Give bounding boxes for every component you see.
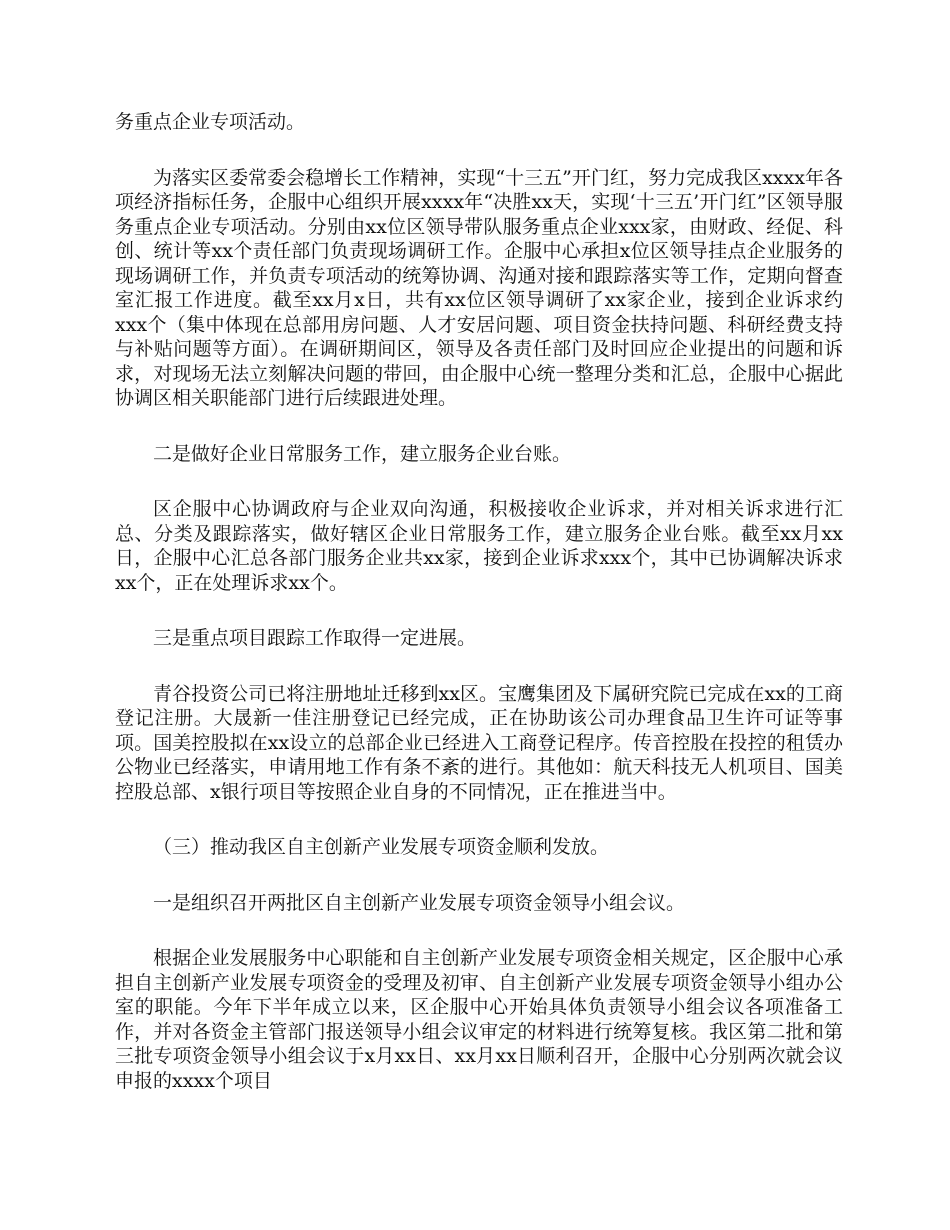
paragraph-fund-meetings: 根据企业发展服务中心职能和自主创新产业发展专项资金相关规定，区企服中心承担自主创新产业发展专项资金的受理及初审、自主创新产业发展专项资金领导小组办公室的职能。今年下半年成立以来，区企服中心开始具体负责领导小组会议各项准备工作，并对各资金主管部门报送领导小组会议审定的材料进行统筹复核。我区第二批和第三批专项资金领导小组会议于x月xx日、xx月xx日顺利召开，企服中心分别两次就会议申报的xxxx个项目 — [115, 947, 843, 1092]
paragraph-key-projects: 青谷投资公司已将注册地址迁移到xx区。宝鹰集团及下属研究院已完成在xx的工商登记注册。大晟新一佳注册登记已经完成，正在协助该公司办理食品卫生许可证等事项。国美控股拟在xx设立的总部企业已经进入工商登记程序。传音控股在投控的租赁办公物业已经落实，申请用地工作有条不紊的进行。其他如：航天科技无人机项目、国美控股总部、x银行项目等按照企业自身的不同情况，正在推进当中。 — [115, 682, 843, 803]
paragraph-daily-service: 区企服中心协调政府与企业双向沟通，积极接收企业诉求，并对相关诉求进行汇总、分类及跟踪落实，做好辖区企业日常服务工作，建立服务企业台账。截至xx月xx日，企服中心汇总各部门服务企业共xx家，接到企业诉求xxx个，其中已协调解决诉求xx个，正在处理诉求xx个。 — [115, 498, 843, 594]
paragraph-continuation: 务重点企业专项活动。 — [115, 111, 306, 133]
section-heading-special-fund: （三）推动我区自主创新产业发展专项资金顺利发放。 — [153, 836, 610, 858]
subheading-daily-service: 二是做好企业日常服务工作，建立服务企业台账。 — [153, 442, 572, 465]
subheading-fund-meetings: 一是组织召开两批区自主创新产业发展专项资金领导小组会议。 — [153, 891, 686, 914]
subheading-key-projects: 三是重点项目跟踪工作取得一定进展。 — [153, 627, 477, 649]
document-body — [115, 110, 843, 1124]
paragraph-special-campaign: 为落实区委常委会稳增长工作精神，实现“十三五”开门红，努力完成我区xxxx年各项经济指标任务，企服中心组织开展xxxx年“决胜xx天，实现‘十三五’开门红”区领导服务重点企业专项活动。分别由xx位区领导带队服务重点企业xxx家，由财政、经促、科创、统计等xx个责任部门负责现场调研工作。企服中心承担x位区领导挂点企业服务的现场调研工作，并负责专项活动的统筹协调、沟通对接和跟踪落实等工作，定期向督查室汇报工作进度。截至xx月x日，共有xx位区领导调研了xx家企业，接到企业诉求约xxx个（集中体现在总部用房问题、人才安居问题、项目资金扶持问题、科研经费支持与补贴问题等方面）。在调研期间区，领导及各责任部门及时回应企业提出的问题和诉求，对现场无法立刻解决问题的带回，由企服中心统一整理分类和汇总，企服中心据此协调区相关职能部门进行后续跟进处理。 — [115, 166, 843, 409]
